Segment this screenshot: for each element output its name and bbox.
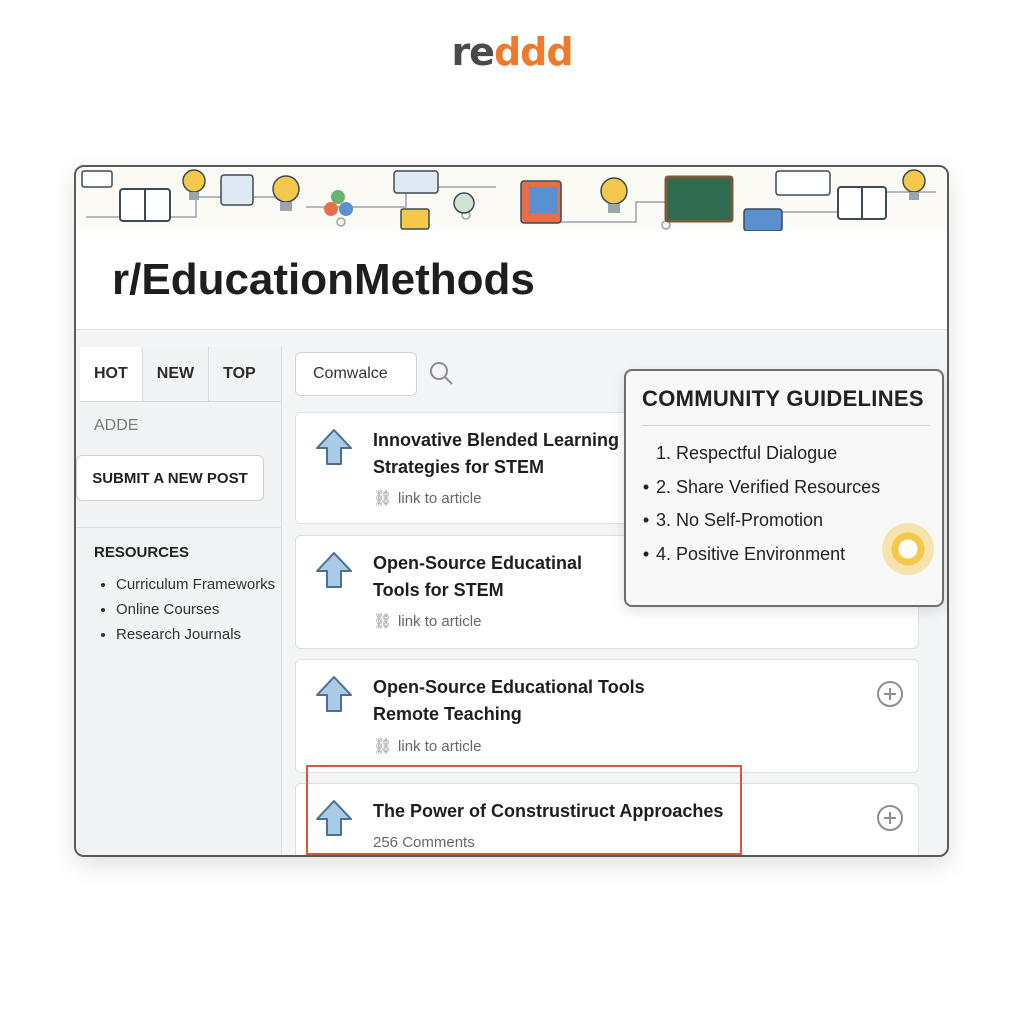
resource-link-online-courses[interactable]: • Online Courses [116, 597, 275, 622]
tab-hot[interactable]: HOT [80, 347, 143, 401]
search-input[interactable]: Comwalce [295, 352, 417, 396]
left-sidebar [76, 347, 282, 855]
post-card[interactable] [295, 659, 919, 773]
adde-label[interactable]: ADDE [94, 417, 139, 434]
guideline-text: 1. Respectful Dialogue [656, 443, 838, 463]
resources-list [94, 572, 275, 647]
resources-heading: RESOURCES [94, 544, 190, 561]
guideline-text: 4. Positive Environment [656, 543, 846, 564]
reddit-logo[interactable] [0, 30, 1024, 74]
post-link[interactable] [373, 489, 481, 507]
link-icon: ⛓ [373, 613, 393, 630]
link-icon: ⛓ [373, 490, 393, 507]
post-comments-count[interactable]: 256 Comments [373, 834, 475, 851]
logo-part-dark: re [451, 30, 494, 74]
cursor-indicator [882, 523, 934, 575]
upvote-arrow-icon[interactable] [314, 674, 354, 714]
guideline-item [636, 437, 880, 471]
post-title[interactable]: Open-Source Educatinal Tools for STEM [373, 553, 583, 600]
resource-link-research-journals[interactable]: • Research Journals [116, 622, 275, 647]
link-icon: ⛓ [373, 738, 393, 755]
post-link-text: link to article [398, 613, 482, 630]
guideline-item: • 4. Positive Environment [642, 543, 846, 564]
community-guidelines-card [624, 369, 944, 607]
post-link[interactable] [373, 737, 481, 755]
banner-illustration [76, 167, 947, 231]
expand-plus-icon[interactable] [876, 680, 904, 708]
highlight-box [306, 765, 742, 855]
guidelines-list [636, 437, 880, 571]
subreddit-banner [76, 167, 947, 232]
post-link[interactable] [373, 612, 481, 630]
post-title[interactable]: Open-Source Educational Tools Remote Teaching [373, 677, 645, 724]
browser-window [74, 165, 949, 857]
page-title: r/EducationMethods [112, 255, 535, 304]
sidebar-divider [76, 527, 281, 528]
upvote-arrow-icon[interactable] [314, 550, 354, 590]
guideline-text: 2. Share Verified Resources [656, 476, 881, 497]
submit-post-button[interactable]: SUBMIT A NEW POST [76, 455, 264, 501]
tab-new[interactable]: NEW [143, 347, 209, 401]
tab-top[interactable]: TOP [223, 365, 256, 382]
post-link-text: link to article [398, 738, 482, 755]
post-title[interactable]: Innovative Blended Learning Strategies for STEM [373, 430, 620, 477]
guideline-text: 3. No Self-Promotion [656, 510, 824, 530]
subreddit-header [76, 231, 947, 330]
logo-part-orange: ddd [493, 30, 573, 74]
guidelines-title: COMMUNITY GUIDELINES [642, 386, 924, 411]
guideline-item: • 2. Share Verified Resources [642, 476, 881, 497]
expand-plus-icon[interactable] [876, 804, 904, 832]
upvote-arrow-icon[interactable] [314, 427, 354, 467]
post-link-text: link to article [398, 490, 482, 507]
resource-link-curriculum[interactable]: • Curriculum Frameworks [116, 572, 275, 597]
guidelines-divider [642, 425, 930, 426]
sort-tabs [80, 347, 281, 402]
post-title[interactable]: The Power of Construstiruct Approaches [373, 801, 724, 821]
search-icon[interactable] [428, 360, 454, 386]
guideline-item: • 3. No Self-Promotion [642, 510, 824, 530]
